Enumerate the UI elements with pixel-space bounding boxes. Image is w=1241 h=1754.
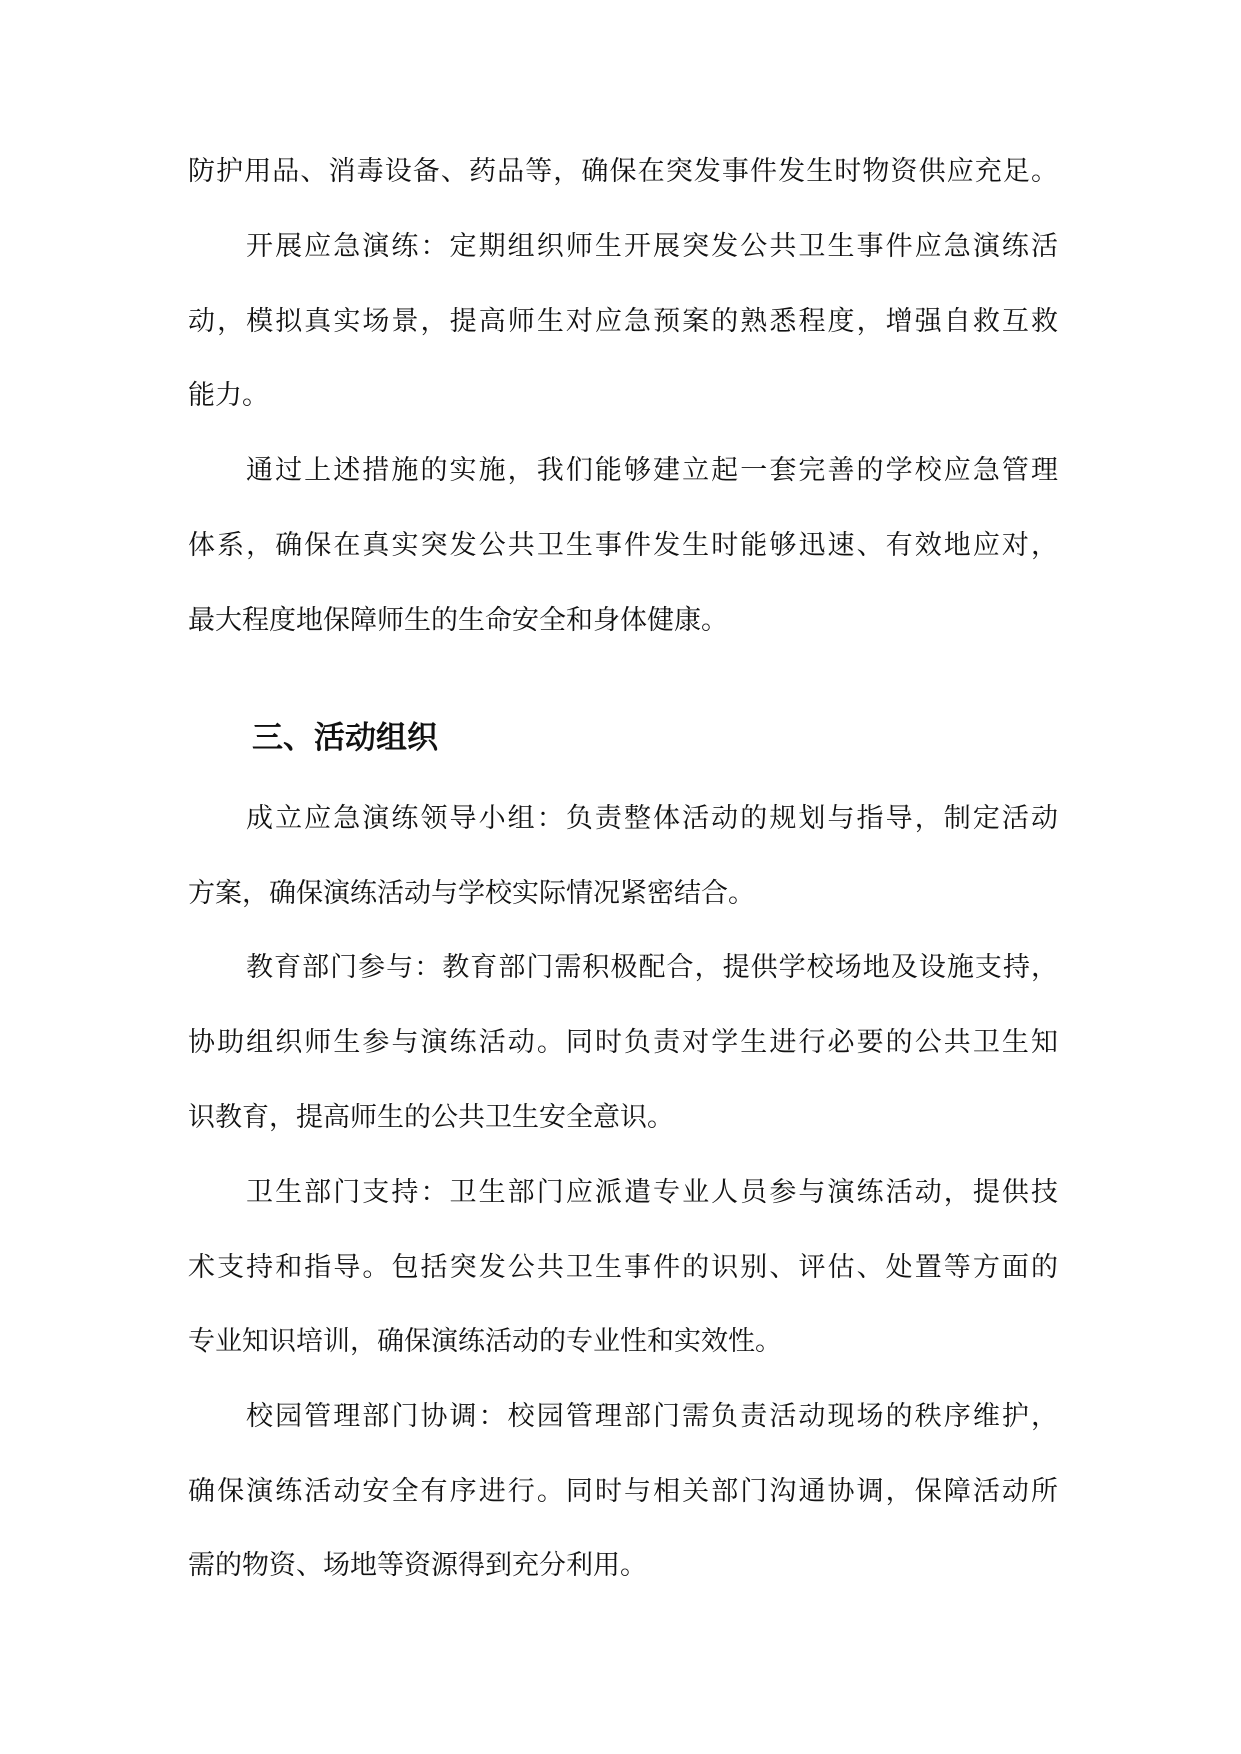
text-line: 方案，确保演练活动与学校实际情况紧密结合。: [188, 878, 755, 909]
text-line: 识教育，提高师生的公共卫生安全意识。: [188, 1102, 674, 1133]
text-line: 术支持和指导。包括突发公共卫生事件的识别、评估、处置等方面的: [188, 1252, 1058, 1283]
paragraph-first-line: 成立应急演练领导小组：负责整体活动的规划与指导，制定活动: [246, 803, 1058, 834]
paragraph-first-line: 教育部门参与：教育部门需积极配合，提供学校场地及设施支持，: [246, 952, 1058, 983]
paragraph-first-line: 校园管理部门协调：校园管理部门需负责活动现场的秩序维护，: [246, 1401, 1058, 1432]
paragraph-first-line: 卫生部门支持：卫生部门应派遣专业人员参与演练活动，提供技: [246, 1177, 1058, 1208]
text-line: 协助组织师生参与演练活动。同时负责对学生进行必要的公共卫生知: [188, 1027, 1058, 1058]
text-line: 体系，确保在真实突发公共卫生事件发生时能够迅速、有效地应对，: [188, 530, 1058, 561]
paragraph-first-line: 通过上述措施的实施，我们能够建立起一套完善的学校应急管理: [246, 455, 1058, 486]
section-heading: 三、活动组织: [252, 720, 438, 756]
text-line: 确保演练活动安全有序进行。同时与相关部门沟通协调，保障活动所: [188, 1476, 1058, 1507]
text-line: 最大程度地保障师生的生命安全和身体健康。: [188, 605, 728, 636]
text-line: 能力。: [188, 380, 269, 411]
text-line: 动，模拟真实场景，提高师生对应急预案的熟悉程度，增强自救互救: [188, 306, 1058, 337]
paragraph-first-line: 开展应急演练：定期组织师生开展突发公共卫生事件应急演练活: [246, 231, 1058, 262]
text-line: 防护用品、消毒设备、药品等，确保在突发事件发生时物资供应充足。: [188, 156, 1058, 187]
text-line: 专业知识培训，确保演练活动的专业性和实效性。: [188, 1326, 782, 1357]
text-line: 需的物资、场地等资源得到充分利用。: [188, 1550, 647, 1581]
